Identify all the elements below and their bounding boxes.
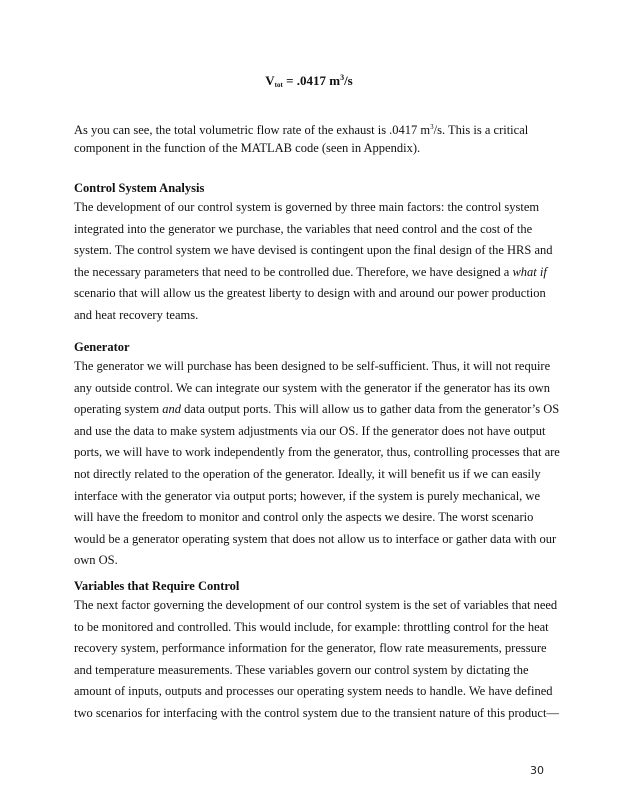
equation-v: V — [265, 73, 275, 88]
italic-what-if: what if — [512, 264, 547, 279]
control-system-paragraph — [74, 197, 553, 327]
section-heading-control-system-analysis: Control System Analysis — [74, 181, 205, 195]
paragraph-line: to be monitored and controlled. This would include, for example: throttling control for the heat — [74, 619, 549, 634]
paragraph-line: any outside control. We can integrate our system with the generator if the generator has its own — [74, 380, 551, 395]
equation-value: = .0417 m — [282, 73, 341, 88]
intro-superscript: 3 — [430, 123, 434, 131]
paragraph-line: recovery system, performance information for the generator, flow rate measurements, pressure — [74, 641, 547, 656]
paragraph-line: not directly related to the operation of the generator. Ideally, it will benefit us if we can easily — [74, 466, 541, 481]
paragraph-line: system. The control system we have devised is contingent upon the final design of the HRS and — [74, 243, 553, 258]
paragraph-line: ports, we will have to work independently from the generator, thus, controlling processes that are — [74, 445, 560, 460]
generator-paragraph — [74, 356, 560, 572]
paragraph-line: The next factor governing the development of our control system is the set of variables that need — [74, 598, 558, 612]
section-heading-variables: Variables that Require Control — [74, 579, 240, 593]
paragraph-line — [74, 262, 550, 284]
paragraph-line: own OS. — [74, 553, 118, 568]
intro-line-1-end: /s. This is a critical — [433, 123, 529, 137]
flow-rate-equation — [0, 70, 618, 93]
page-number: 30 — [530, 764, 544, 777]
equation-superscript: 3 — [340, 73, 345, 82]
paragraph-line-text: operating system — [74, 402, 163, 417]
equation-subscript: tot — [274, 81, 283, 89]
intro-line-1 — [74, 121, 550, 139]
paragraph-line: and use the data to make system adjustments via our OS. If the generator does not have output — [74, 423, 546, 438]
intro-line-1-text: As you can see, the total volumetric flow rate of the exhaust is .0417 m — [74, 123, 431, 137]
paragraph-line: will have the freedom to monitor and control only the aspects we desire. The worst scenario — [74, 510, 534, 525]
paragraph-line-text: data output ports. This will allow us to gather data from the generator’s OS — [180, 402, 560, 417]
paragraph-line: The generator we will purchase has been designed to be self-sufficient. Thus, it will not require — [74, 359, 551, 373]
section-heading-generator: Generator — [74, 340, 130, 354]
variables-paragraph — [74, 595, 559, 725]
intro-paragraph — [74, 121, 550, 157]
paragraph-line: amount of inputs, outputs and processes our operating system needs to handle. We have defined — [74, 684, 553, 699]
paragraph-line: integrated into the generator we purchase, the variables that need control and the cost of the — [74, 221, 533, 236]
paragraph-line: interface with the generator via output ports; however, if the system is purely mechanical, we — [74, 488, 541, 503]
paragraph-line: would be a generator operating system that does not allow us to interface or gather data with our — [74, 531, 557, 546]
equation-unit: /s — [344, 73, 353, 88]
paragraph-line-text: the necessary parameters that need to be controlled due. Therefore, we have designed a — [74, 264, 513, 279]
paragraph-line: and temperature measurements. These variables govern our control system by dictating the — [74, 662, 529, 677]
paragraph-line: scenario that will allow us the greatest liberty to design with and around our power production — [74, 286, 546, 301]
paragraph-line — [74, 399, 560, 421]
paragraph-line: two scenarios for interfacing with the control system due to the transient nature of this product— — [74, 705, 559, 720]
paragraph-line: and heat recovery teams. — [74, 307, 199, 322]
italic-and: and — [162, 402, 181, 417]
paragraph-line: The development of our control system is governed by three main factors: the control system — [74, 200, 540, 214]
intro-line-2: component in the function of the MATLAB code (seen in Appendix). — [74, 141, 421, 155]
